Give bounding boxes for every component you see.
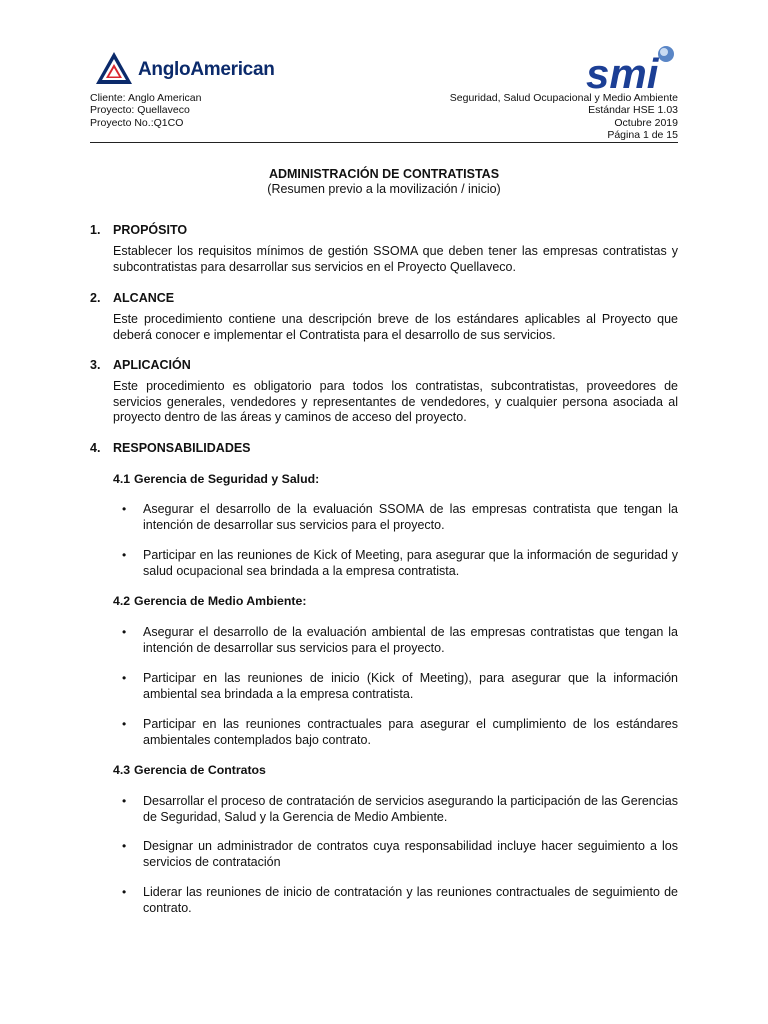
section-number: 2. [90, 291, 101, 305]
section-title: ALCANCE [113, 291, 175, 305]
subsection-heading-seguridad-salud [113, 472, 319, 486]
subsection-title: Gerencia de Seguridad y Salud: [134, 472, 320, 486]
document-title: ADMINISTRACIÓN DE CONTRATISTAS [268, 167, 500, 181]
smi-wordmark: smi [586, 50, 659, 94]
list-item-text: Participar en las reuniones contractuales para asegurar el cumplimiento de los estándares ambientales contemplados bajo contrato. [143, 717, 678, 747]
list-item [122, 839, 678, 870]
subsection-title: Gerencia de Contratos [134, 763, 266, 777]
bullet-icon: • [122, 794, 127, 808]
section-title: PROPÓSITO [113, 223, 188, 237]
bullet-icon: • [122, 502, 127, 516]
list-item-text: Asegurar el desarrollo de la evaluación ambiental de las empresas contratistas que tengan la intención de desarrollar sus servicios para el proyecto. [143, 625, 678, 655]
bullet-icon: • [122, 548, 127, 562]
section-number: 1. [90, 223, 101, 237]
list-item-text: Liderar las reuniones de inicio de contratación y las reuniones contractuales de seguimiento de contrato. [143, 885, 678, 915]
anglo-american-logo [94, 50, 275, 90]
section-text-aplicacion: Este procedimiento es obligatorio para todos los contratistas, subcontratistas, proveedores de servicios generales, vendedores y representantes de vendedores, y cualquier persona asociada al proyecto dentro de las áreas y caminos de acceso del proyecto. [113, 379, 678, 425]
bullet-icon: • [122, 625, 127, 639]
section-title: RESPONSABILIDADES [113, 441, 251, 455]
date-line: Octubre 2019 [614, 116, 678, 129]
list-item [122, 717, 678, 748]
anglo-american-wordmark: AngloAmerican [138, 59, 275, 80]
section-heading-proposito [90, 223, 187, 237]
list-item [122, 671, 678, 702]
section-heading-aplicacion [90, 358, 191, 372]
list-item [122, 502, 678, 533]
bullet-icon: • [122, 717, 127, 731]
subsection-number: 4.1 [113, 472, 131, 486]
header-right-block [450, 92, 678, 142]
project-line: Proyecto: Quellaveco [90, 104, 190, 117]
smi-logo [584, 44, 680, 94]
list-item-text: Desarrollar el proceso de contratación de servicios asegurando la participación de las Gerencias de Seguridad, Salud y la Gerencia de Medio Ambiente. [143, 794, 678, 824]
list-item-text: Asegurar el desarrollo de la evaluación SSOMA de las empresas contratista que tengan la intención de desarrollar sus servicios para el proyecto. [143, 502, 678, 532]
anglo-american-emblem-icon [94, 50, 134, 90]
section-text-alcance: Este procedimiento contiene una descripción breve de los estándares aplicables al Proyecto que deberá conocer e implementar el Contratista para el desarrollo de sus servicios. [113, 312, 678, 342]
section-number: 4. [90, 441, 101, 455]
list-item-text: Participar en las reuniones de inicio (Kick of Meeting), para asegurar que la información ambiental sea brindada a la empresa contratista. [143, 671, 678, 701]
section-title: APLICACIÓN [113, 358, 191, 372]
client-line: Cliente: Anglo American [90, 92, 202, 104]
list-item-text: Designar un administrador de contratos cuya responsabilidad incluye hacer seguimiento a los servicios de contratación [143, 839, 678, 869]
bullet-icon: • [122, 885, 127, 899]
subsection-heading-contratos [113, 763, 266, 777]
department-line: Seguridad, Salud Ocupacional y Medio Ambiente [449, 92, 678, 104]
page-number-line: Página 1 de 15 [607, 129, 678, 142]
subsection-number: 4.3 [113, 763, 131, 777]
list-item [122, 625, 678, 656]
standard-line: Estándar HSE 1.03 [588, 104, 678, 117]
project-number-line: Proyecto No.:Q1CO [90, 116, 184, 129]
list-item-text: Participar en las reuniones de Kick of Meeting, para asegurar que la información de seguridad y salud ocupacional sea brindada a la empresa contratista. [143, 548, 678, 578]
section-text-proposito: Establecer los requisitos mínimos de gestión SSOMA que deben tener las empresas contratistas y subcontratistas para desarrollar sus servicios en el Proyecto Quellaveco. [113, 244, 678, 274]
bullet-icon: • [122, 839, 127, 853]
list-item [122, 885, 678, 916]
section-heading-alcance [90, 291, 174, 305]
section-heading-responsabilidades [90, 441, 251, 455]
subsection-heading-medio-ambiente [113, 594, 306, 608]
list-item [122, 794, 678, 825]
bullet-icon: • [122, 671, 127, 685]
list-item [122, 548, 678, 579]
document-subtitle: (Resumen previo a la movilización / inicio) [267, 182, 501, 196]
header-left-block [90, 92, 201, 129]
section-number: 3. [90, 358, 101, 372]
subsection-number: 4.2 [113, 594, 131, 608]
subsection-title: Gerencia de Medio Ambiente: [134, 594, 307, 608]
header-divider [90, 142, 678, 143]
